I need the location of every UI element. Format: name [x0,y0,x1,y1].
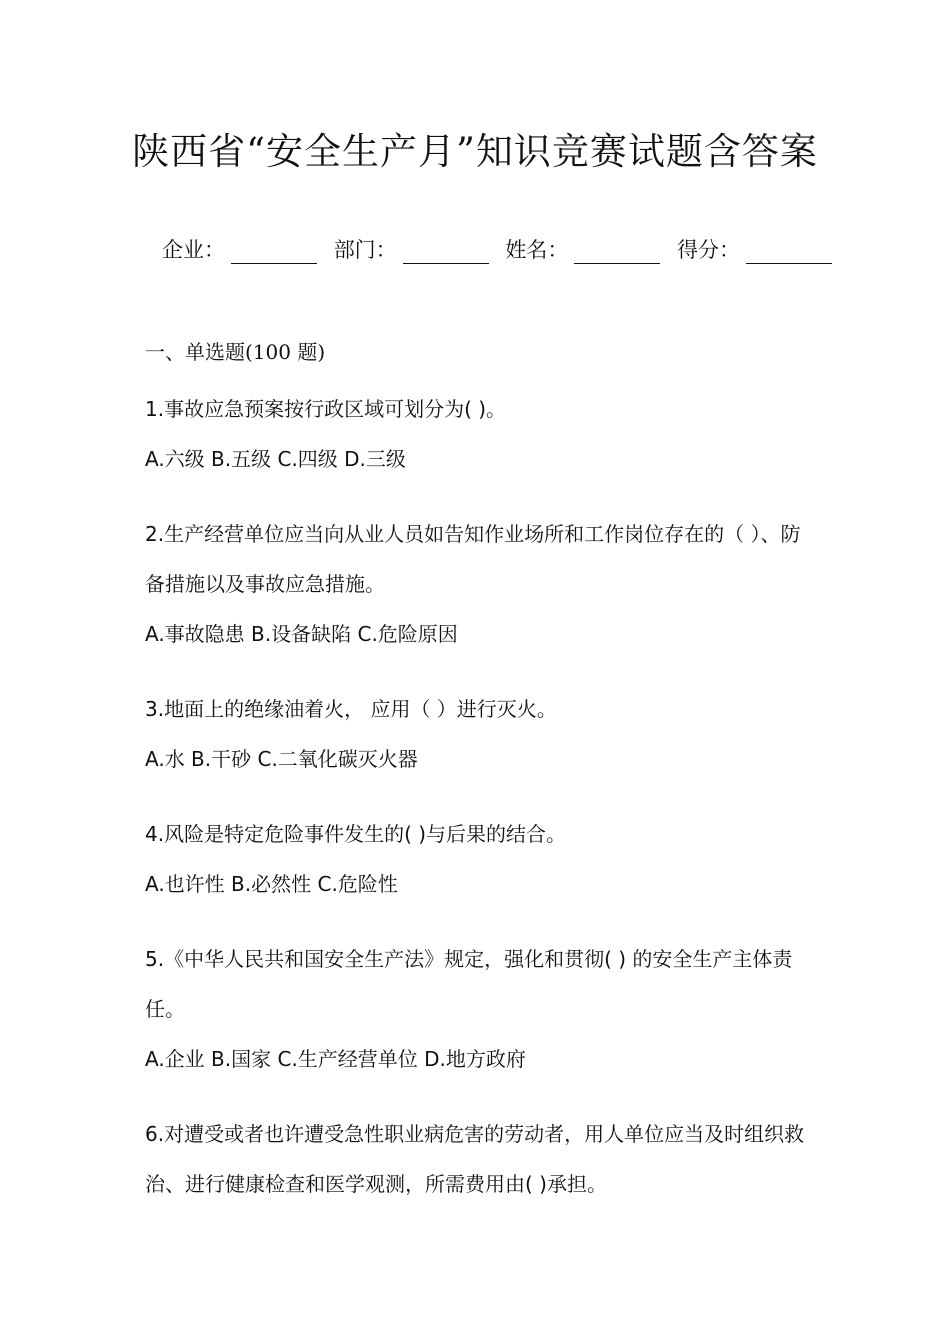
question-list [145,384,810,1209]
question-item [145,809,810,909]
question-item [145,1109,810,1209]
info-label: 姓名： [505,238,569,262]
question-item [145,684,810,784]
section-heading: 一、单选题(100 题) [145,340,326,364]
blank-line[interactable] [574,241,660,264]
question-item [145,509,810,659]
question-text: 3.地面上的绝缘油着火， 应用（ ）进行灭火。 [145,697,557,721]
question-text: 4.风险是特定危险事件发生的( )与后果的结合。 [145,822,567,846]
info-fields-row [162,234,802,268]
page-title: 陕西省“安全生产月”知识竞赛试题含答案 [132,130,818,173]
question-item [145,934,810,1084]
info-field-department [334,234,489,264]
info-field-name [505,234,660,264]
question-text: 1.事故应急预案按行政区域可划分为( )。 [145,397,507,421]
question-options: A.水 B.干砂 C.二氧化碳灭火器 [145,747,418,771]
question-text: 5.《中华人民共和国安全生产法》规定，强化和贯彻( ) 的安全生产主体责任。 [145,947,793,1021]
info-label: 部门： [333,238,397,262]
question-item [145,384,810,484]
blank-line[interactable] [403,241,489,264]
blank-line[interactable] [746,241,832,264]
question-options: A.也许性 B.必然性 C.危险性 [145,872,398,896]
info-field-score [677,234,832,264]
question-options: A.六级 B.五级 C.四级 D.三级 [145,447,406,471]
info-label: 企业： [162,238,225,262]
question-options: A.事故隐患 B.设备缺陷 C.危险原因 [145,622,458,646]
info-label: 得分： [677,238,741,262]
question-text: 6.对遭受或者也许遭受急性职业病危害的劳动者，用人单位应当及时组织救治、进行健康检查和医学观测，所需费用由( )承担。 [145,1122,805,1196]
question-text: 2.生产经营单位应当向从业人员如告知作业场所和工作岗位存在的（ ）、防备措施以及事故应急措施。 [145,522,801,596]
blank-line[interactable] [231,241,317,264]
question-options: A.企业 B.国家 C.生产经营单位 D.地方政府 [145,1047,526,1071]
info-field-company [162,234,317,264]
